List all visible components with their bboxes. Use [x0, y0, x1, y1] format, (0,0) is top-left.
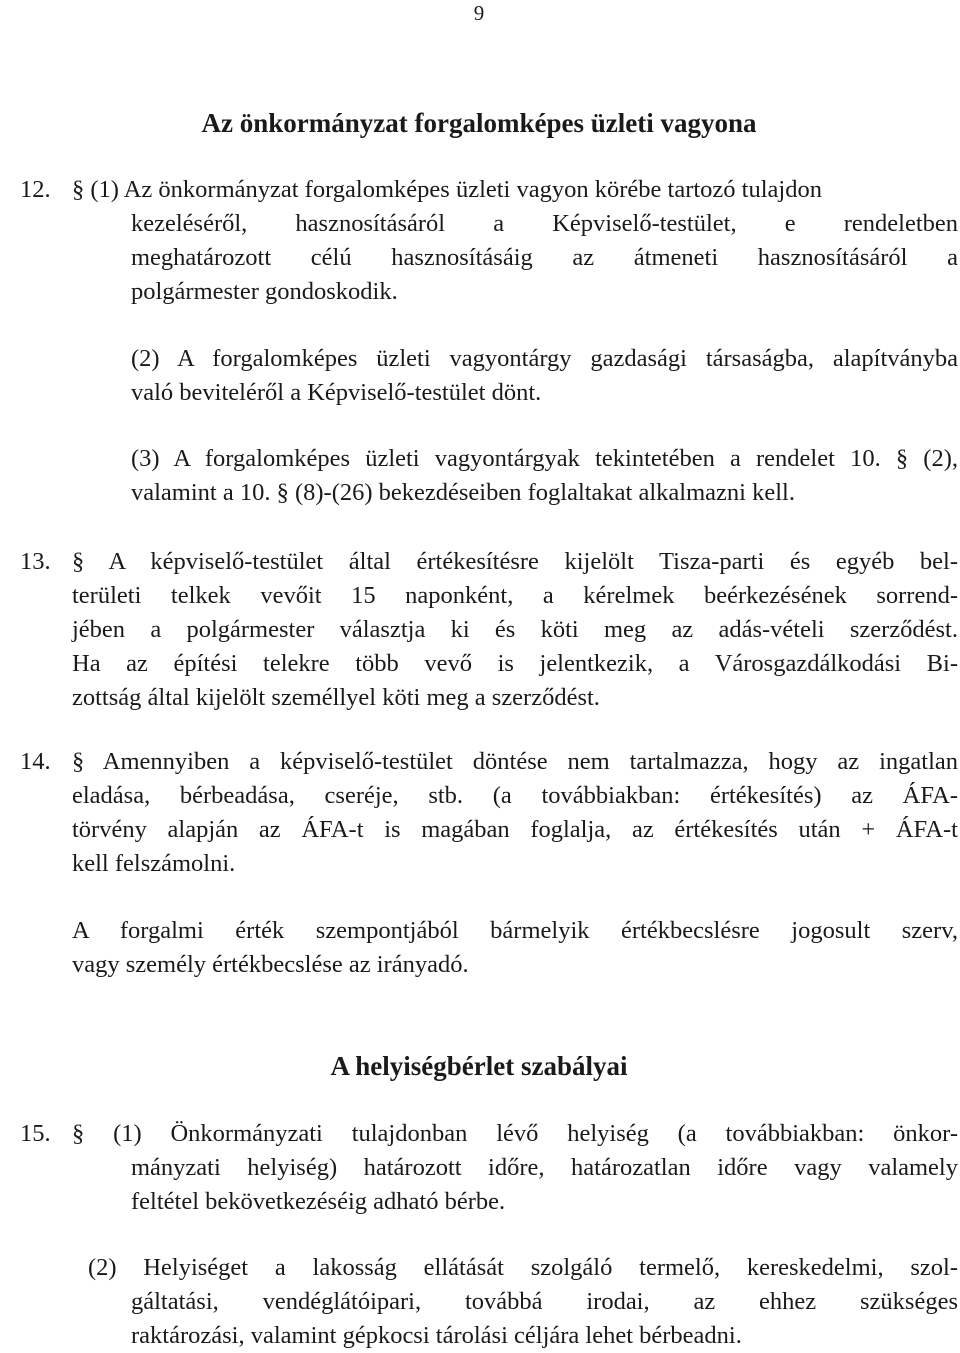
text-line: valamint a 10. § (8)-(26) bekezdéseiben foglaltakat alkalmazni kell. — [131, 479, 795, 506]
text-line: § (1) Az önkormányzat forgalomképes üzleti vagyon körébe tartozó tulajdon — [72, 176, 822, 203]
paragraph-15-body — [131, 1151, 958, 1219]
text-line: (3) A forgalomképes üzleti vagyontárgyak tekintetében a rendelet 10. § (2), — [131, 445, 958, 472]
paragraph-number-12: 12. — [20, 176, 51, 203]
text-line: mányzati helyiség) határozott időre, határozatlan időre vagy valamely — [131, 1154, 958, 1181]
text-line: (2) A forgalomképes üzleti vagyontárgy gazdasági társaságba, alapítványba — [131, 345, 958, 372]
text-line: zottság által kijelölt személlyel köti meg a szerződést. — [72, 684, 600, 711]
text-line: törvény alapján az ÁFA-t is magában foglalja, az értékesítés után + ÁFA-t — [72, 816, 958, 843]
paragraph-15-subsection-2-rest — [131, 1285, 958, 1353]
text-line: feltétel bekövetkezéséig adható bérbe. — [131, 1188, 506, 1215]
text-line: eladása, bérbeadása, cseréje, stb. (a továbbiakban: értékesítés) az ÁFA- — [72, 782, 958, 809]
text-line: Ha az építési telekre több vevő is jelentkezik, a Városgazdálkodási Bi- — [72, 650, 958, 677]
text-line: (2) Helyiséget a lakosság ellátását szolgáló termelő, kereskedelmi, szol- — [88, 1254, 958, 1281]
paragraph-13-body — [72, 545, 958, 715]
text-line: területi telkek vevőit 15 naponként, a kérelmek beérkezésének sorrend- — [72, 582, 958, 609]
paragraph-12-subsection-2 — [131, 342, 958, 410]
text-line: raktározási, valamint gépkocsi tárolási céljára lehet bérbeadni. — [131, 1322, 742, 1349]
paragraph-15-line-1 — [72, 1117, 958, 1151]
page-number: 9 — [473, 1, 485, 25]
text-line: kell felszámolni. — [72, 850, 236, 877]
paragraph-12-body — [131, 207, 958, 309]
text-line: § Amennyiben a képviselő-testület döntése nem tartalmazza, hogy az ingatlan — [72, 748, 958, 775]
text-line: való beviteléről a Képviselő-testület dönt. — [131, 379, 542, 406]
section-heading-helyisegberlet: A helyiségbérlet szabályai — [330, 1051, 628, 1081]
text-line: A forgalmi érték szempontjából bármelyik értékbecslésre jogosult szerv, — [72, 917, 958, 944]
paragraph-number-15: 15. — [20, 1120, 51, 1147]
paragraph-12-subsection-3 — [131, 442, 958, 510]
paragraph-14-body — [72, 745, 958, 881]
section-heading-vagyona: Az önkormányzat forgalomképes üzleti vagyona — [201, 108, 757, 138]
paragraph-number-13: 13. — [20, 548, 51, 575]
text-line: § (1) Önkormányzati tulajdonban lévő helyiség (a továbbiakban: önkor- — [72, 1120, 958, 1147]
text-line: vagy személy értékbecslése az irányadó. — [72, 951, 469, 978]
paragraph-number-14: 14. — [20, 748, 51, 775]
text-line: jében a polgármester választja ki és köti meg az adás-vételi szerződést. — [72, 616, 958, 643]
text-line: meghatározott célú hasznosításáig az átmeneti hasznosításáról a — [131, 244, 958, 271]
text-line: § A képviselő-testület által értékesítésre kijelölt Tisza-parti és egyéb bel- — [72, 548, 958, 575]
paragraph-12-line-1 — [72, 173, 958, 207]
paragraph-15-subsection-2-first — [88, 1251, 958, 1285]
text-line: kezeléséről, hasznosításáról a Képviselő-testület, e rendeletben — [131, 210, 958, 237]
text-line: gáltatási, vendéglátóipari, továbbá irodai, az ehhez szükséges — [131, 1288, 958, 1315]
paragraph-14-extra — [72, 914, 958, 982]
text-line: polgármester gondoskodik. — [131, 278, 398, 305]
